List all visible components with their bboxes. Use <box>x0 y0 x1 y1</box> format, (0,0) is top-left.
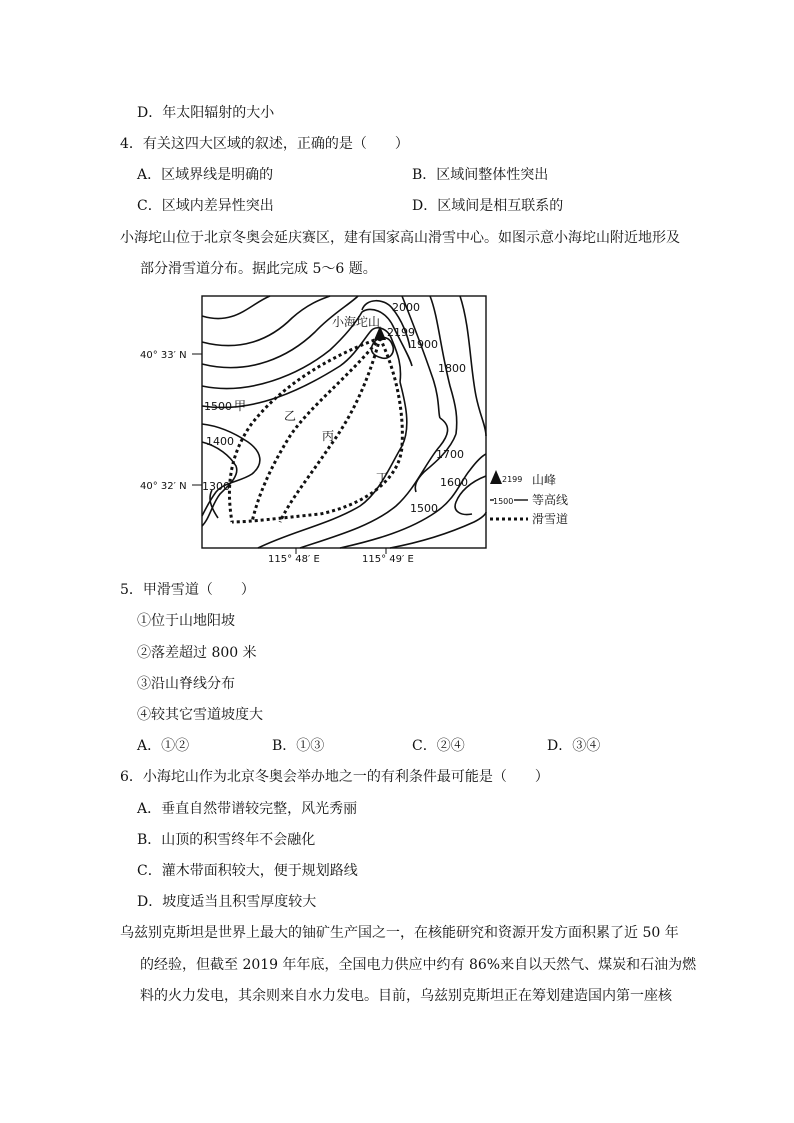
topographic-map-figure <box>140 286 580 566</box>
run-label-jia: 甲 <box>234 399 247 413</box>
legend-run-label: 滑雪道 <box>532 512 569 526</box>
q6-option-a: A．垂直自然带谱较完整，风光秀丽 <box>137 801 358 817</box>
q4-stem: 4．有关这四大区域的叙述，正确的是（ ） <box>120 136 409 152</box>
q5-item-3: ③沿山脊线分布 <box>137 676 235 692</box>
q5-item-1: ①位于山地阳坡 <box>137 613 235 629</box>
peak-elevation-label: 2199 <box>387 326 415 339</box>
contour-label-1300: 1300 <box>202 480 230 493</box>
q5-item-2: ②落差超过 800 米 <box>137 645 257 661</box>
q5-option-b: B．①③ <box>272 738 325 754</box>
contour-map <box>140 286 580 566</box>
q5-option-d: D．③④ <box>547 738 601 754</box>
intro-line-1: 小海坨山位于北京冬奥会延庆赛区，建有国家高山滑雪中心。如图示意小海坨山附近地形及 <box>120 230 680 246</box>
q5-stem: 5．甲滑雪道（ ） <box>120 582 255 598</box>
map-frame <box>202 296 486 548</box>
q6-stem: 6．小海坨山作为北京冬奥会举办地之一的有利条件最可能是（ ） <box>120 769 549 785</box>
legend-contour-value: 1500 <box>493 497 514 506</box>
run-label-bing: 丙 <box>322 429 335 443</box>
q5-item-4: ④较其它雪道坡度大 <box>137 707 263 723</box>
contour-label-1400: 1400 <box>206 435 234 448</box>
contour-label-1600: 1600 <box>440 476 468 489</box>
intro-line-2: 部分滑雪道分布。据此完成 5～6 题。 <box>140 261 377 277</box>
passage-line-3: 料的火力发电，其余则来自水力发电。目前，乌兹别克斯坦正在筹划建造国内第一座核 <box>140 988 672 1004</box>
contour-label-1500-east: 1500 <box>410 502 438 515</box>
q6-option-d: D．坡度适当且积雪厚度较大 <box>137 894 317 910</box>
run-label-ding: 丁 <box>376 471 389 485</box>
contour-label-2000: 2000 <box>392 301 420 314</box>
q6-option-c: C．灌木带面积较大，便于规划路线 <box>137 863 358 879</box>
q4-option-d: D．区域间是相互联系的 <box>412 198 564 214</box>
contour-label-1500-west: 1500 <box>204 400 232 413</box>
longitude-label-49: 115° 49′ E <box>362 554 414 565</box>
legend-contour-label: 等高线 <box>532 493 569 507</box>
contour-label-1800: 1800 <box>438 362 466 375</box>
legend-peak-label: 山峰 <box>532 473 557 487</box>
q6-option-b: B．山顶的积雪终年不会融化 <box>137 832 316 848</box>
peak-name-label: 小海坨山 <box>332 315 381 329</box>
q5-option-c: C．②④ <box>412 738 465 754</box>
contour-label-1700: 1700 <box>436 448 464 461</box>
passage-line-2: 的经验，但截至 2019 年年底，全国电力供应中约有 86%来自以天然气、煤炭和石油为燃 <box>140 957 697 973</box>
longitude-label-48: 115° 48′ E <box>268 554 320 565</box>
q3-option-d: D．年太阳辐射的大小 <box>137 105 275 121</box>
map-legend <box>490 470 568 526</box>
latitude-label-32: 40° 32′ N <box>140 481 187 492</box>
latitude-label-33: 40° 33′ N <box>140 350 187 361</box>
legend-peak-value: 2199 <box>502 475 523 484</box>
run-label-yi: 乙 <box>284 409 297 423</box>
q5-option-a: A．①② <box>137 738 190 754</box>
legend-peak-icon <box>490 470 502 484</box>
q4-option-a: A．区域界线是明确的 <box>137 167 274 183</box>
q4-option-c: C．区域内差异性突出 <box>137 198 274 214</box>
passage-line-1: 乌兹别克斯坦是世界上最大的铀矿生产国之一，在核能研究和资源开发方面积累了近 50 年 <box>120 925 679 941</box>
q4-option-b: B．区域间整体性突出 <box>412 167 549 183</box>
contour-label-1900: 1900 <box>410 338 438 351</box>
